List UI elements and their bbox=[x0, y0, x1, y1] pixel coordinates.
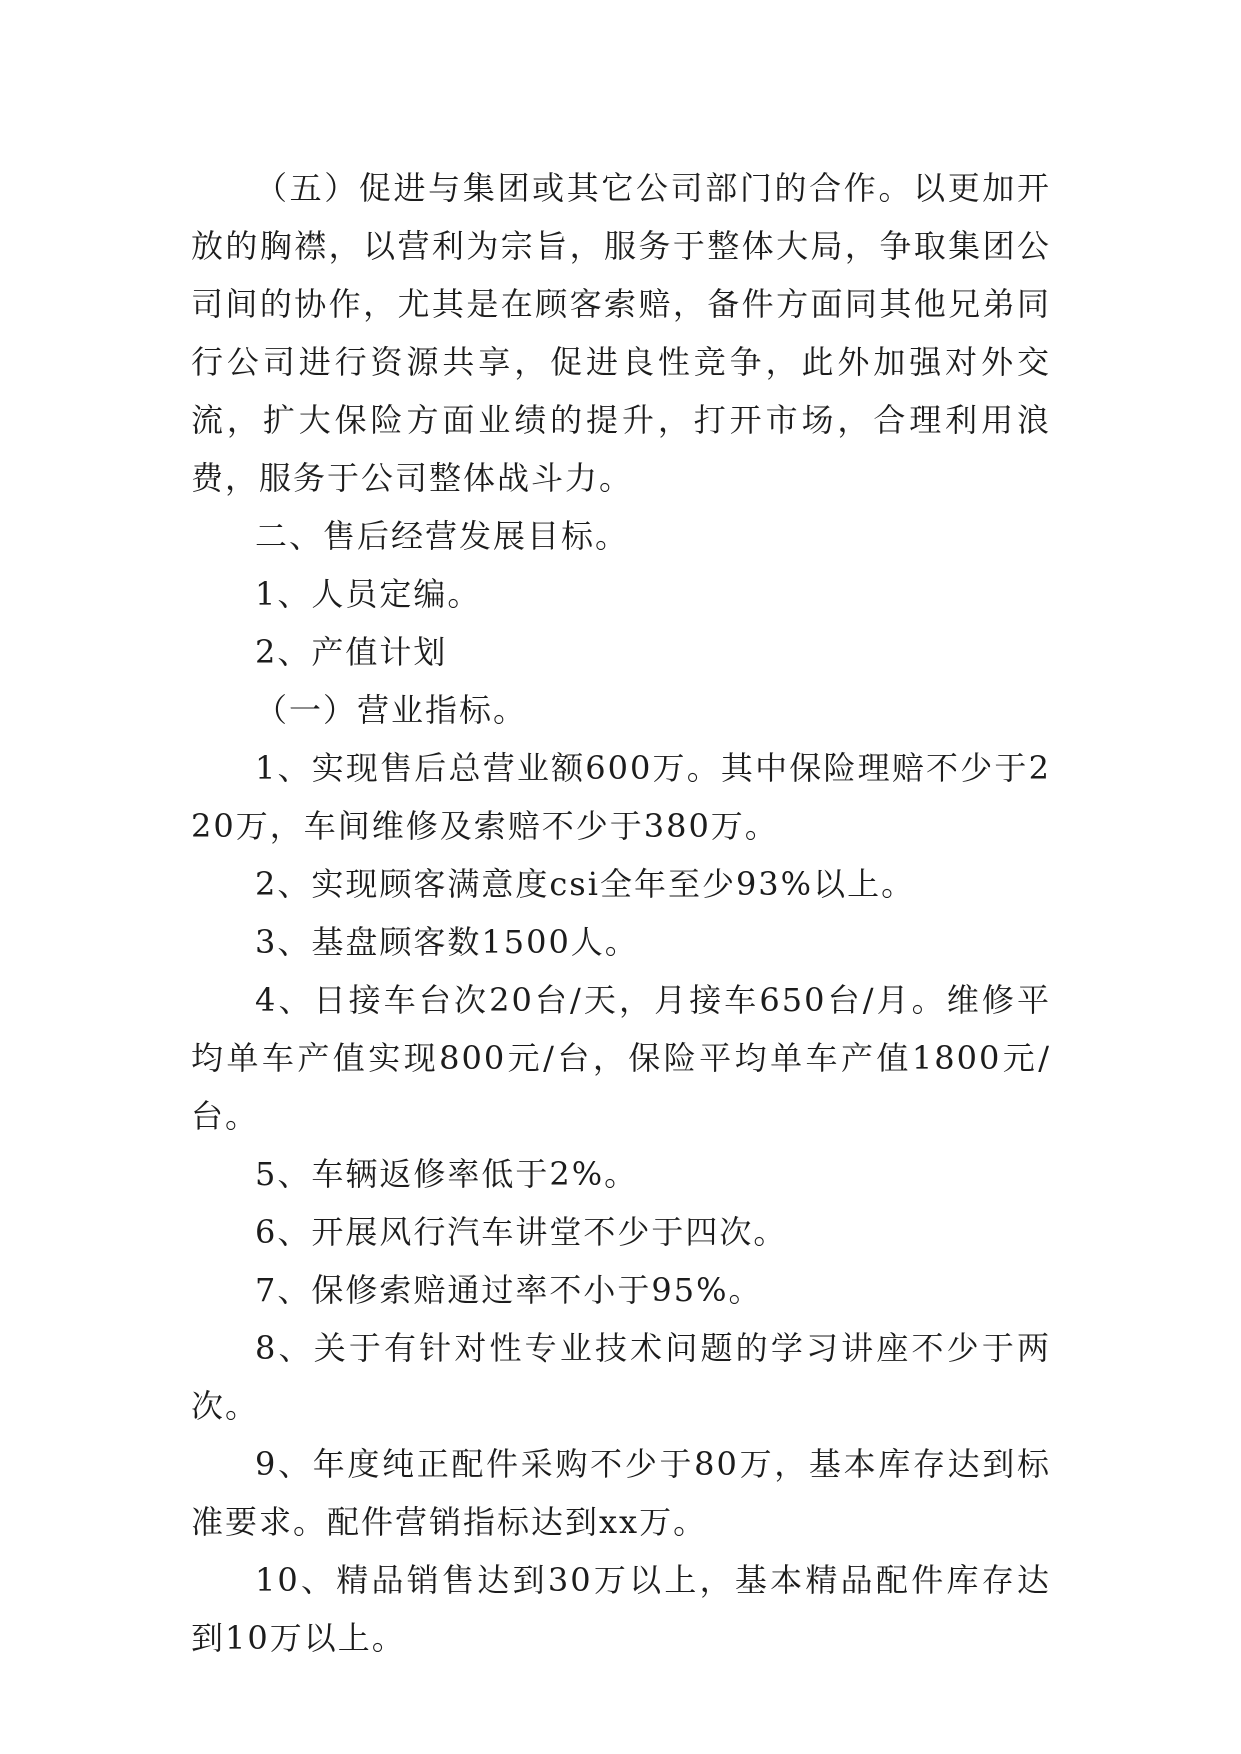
item-output-plan: 2、产值计划 bbox=[255, 633, 448, 671]
indicator-9-parts-procurement: 9、年度纯正配件采购不少于80万，基本库存达到标准要求。配件营销指标达到xx万。 bbox=[191, 1445, 1051, 1541]
indicator-10-accessory-sales: 10、精品销售达到30万以上，基本精品配件库存达到10万以上。 bbox=[191, 1561, 1051, 1657]
indicator-2-satisfaction: 2、实现顾客满意度csi全年至少93%以上。 bbox=[255, 865, 916, 903]
subheading-business-indicators: （一）营业指标。 bbox=[255, 691, 528, 729]
paragraph-cooperation: （五）促进与集团或其它公司部门的合作。以更加开放的胸襟，以营利为宗旨，服务于整体大局，争取集团公司间的协作，尤其是在顾客索赔，备件方面同其他兄弟同行公司进行资源共享，促进良性竞争，此外加强对外交流，扩大保险方面业绩的提升，打开市场，合理利用浪费，服务于公司整体战斗力。 bbox=[191, 169, 1051, 497]
document-body bbox=[191, 159, 1051, 1667]
indicator-6-lectures: 6、开展风行汽车讲堂不少于四次。 bbox=[255, 1213, 788, 1251]
indicator-1-revenue: 1、实现售后总营业额600万。其中保险理赔不少于220万，车间维修及索赔不少于380万。 bbox=[191, 749, 1051, 845]
indicator-4-vehicle-intake: 4、日接车台次20台/天，月接车650台/月。维修平均单车产值实现800元/台，保险平均单车产值1800元/台。 bbox=[191, 981, 1051, 1135]
indicator-8-technical-training: 8、关于有针对性专业技术问题的学习讲座不少于两次。 bbox=[191, 1329, 1051, 1425]
heading-after-sales-goals: 二、售后经营发展目标。 bbox=[255, 517, 630, 555]
indicator-3-customer-base: 3、基盘顾客数1500人。 bbox=[255, 923, 639, 961]
item-staffing: 1、人员定编。 bbox=[255, 575, 482, 613]
indicator-7-warranty-claims: 7、保修索赔通过率不小于95%。 bbox=[255, 1271, 763, 1309]
indicator-5-repair-rate: 5、车辆返修率低于2%。 bbox=[255, 1155, 639, 1193]
